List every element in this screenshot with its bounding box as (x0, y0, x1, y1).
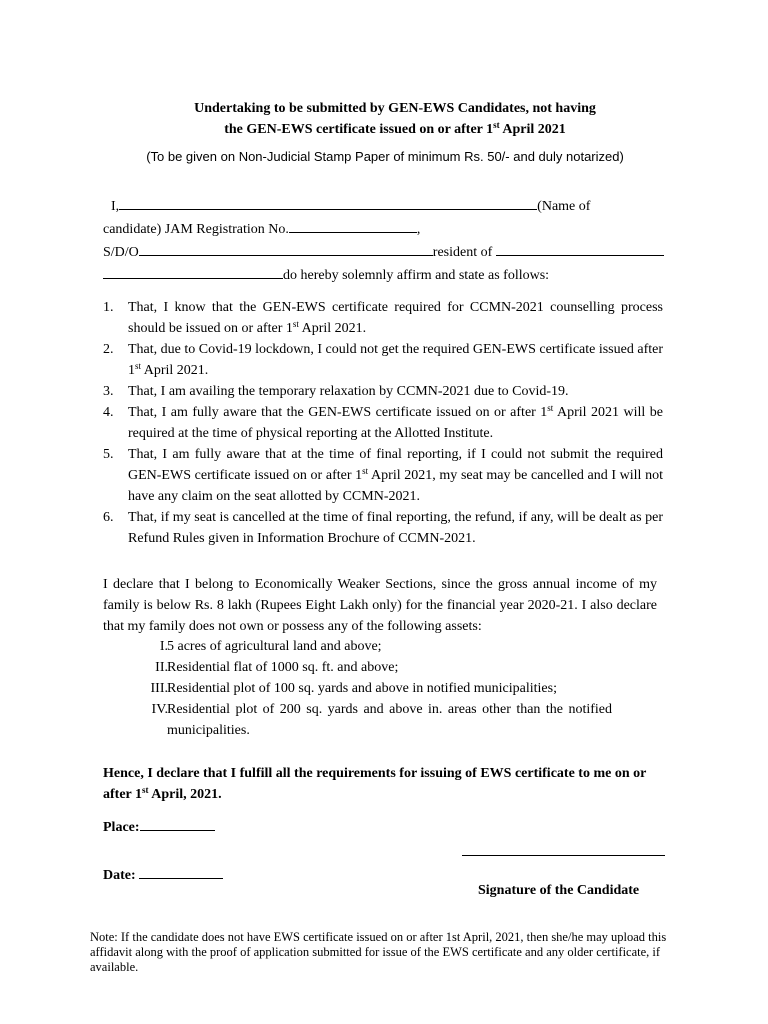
subtitle: (To be given on Non-Judicial Stamp Paper of minimum Rs. 50/- and duly notarized) (146, 149, 624, 164)
point-number: 5. (103, 447, 114, 462)
date-blank[interactable] (139, 863, 223, 879)
point-number: 6. (103, 510, 114, 525)
point-superscript: st (292, 319, 299, 329)
point-number: 2. (103, 342, 114, 357)
parent-name-blank[interactable] (139, 240, 433, 256)
asset-number: III. (150, 681, 168, 696)
point-text: That, I know that the GEN-EWS certificate required for CCMN-2021 counselling process should be issued on or after 1 (128, 300, 663, 336)
point-text: That, I am fully aware that at the time of final reporting, if I could not submit the required GEN-EWS certificate issued on or after 1 (128, 447, 663, 483)
assets-list (142, 636, 612, 741)
point-item (103, 339, 663, 381)
point-number: 4. (103, 405, 114, 420)
point-text: That, I am availing the temporary relaxation by CCMN-2021 due to Covid-19. (128, 384, 569, 399)
point-text: That, if my seat is cancelled at the time of final reporting, the refund, if any, will be dealt as per Refund Rules given in Information Brochure of CCMN-2021. (128, 510, 663, 546)
asset-text: Residential plot of 100 sq. yards and above in notified municipalities; (167, 681, 557, 696)
signature-line[interactable] (462, 855, 665, 856)
place-blank[interactable] (140, 815, 215, 831)
form-line-1: I, (Name of (103, 194, 683, 217)
point-text-continued: April 2021. (141, 363, 209, 378)
undertaking-points (103, 297, 663, 549)
title-line-2: the GEN-EWS certificate issued on or after 1st April 2021 (224, 120, 566, 137)
signature-label: Signature of the Candidate (478, 883, 640, 898)
asset-item (142, 678, 612, 699)
asset-text: 5 acres of agricultural land and above; (167, 639, 382, 654)
point-item (103, 507, 663, 549)
candidate-details-form (103, 194, 683, 286)
form-line-2: candidate) JAM Registration No. , (103, 217, 683, 240)
point-superscript: st (547, 403, 554, 413)
point-superscript: st (362, 466, 369, 476)
date-field: Date: (103, 863, 223, 886)
title-line-1: Undertaking to be submitted by GEN-EWS Candidates, not having (194, 101, 596, 116)
point-text-continued: April 2021 will be required at the time of physical reporting at the Allotted Institute. (128, 405, 663, 441)
place-field: Place: (103, 815, 215, 838)
asset-number: II. (155, 660, 168, 675)
asset-number: I. (159, 639, 168, 654)
point-item (103, 444, 663, 507)
point-text: That, I am fully aware that the GEN-EWS certificate issued on or after 1 (128, 405, 548, 420)
point-item (103, 402, 663, 444)
point-item (103, 297, 663, 339)
residence-blank-1[interactable] (496, 240, 664, 256)
point-number: 3. (103, 384, 114, 399)
declaration-paragraph: I declare that I belong to Economically Weaker Sections, since the gross annual income of my family is below Rs. 8 lakh (Rupees Eight Lakh only) for the financial year 2020-21. I also declare that my family does not own or possess any of the following assets: (103, 577, 657, 634)
form-line-3: S/D/O resident of (103, 240, 683, 263)
document-title (95, 98, 695, 140)
form-line-4: do hereby solemnly affirm and state as follows: (103, 263, 683, 286)
jam-registration-blank[interactable] (289, 217, 417, 233)
point-text-continued: April 2021. (298, 321, 367, 336)
asset-item (142, 699, 612, 741)
residence-blank-2[interactable] (103, 263, 283, 279)
name-blank[interactable] (119, 194, 537, 210)
conclusion-statement: Hence, I declare that I fulfill all the requirements for issuing of EWS certificate to me on or after 1st April, 2021. (103, 766, 647, 802)
point-superscript: st (135, 361, 142, 371)
asset-text: Residential flat of 1000 sq. ft. and above; (167, 660, 399, 675)
point-text-continued: April 2021, my seat may be cancelled and I will not have any claim on the seat allotted by CCMN-2021. (128, 468, 663, 504)
point-text: That, due to Covid-19 lockdown, I could not get the required GEN-EWS certificate issued after 1 (128, 342, 663, 378)
point-number: 1. (103, 300, 114, 315)
footnote: Note: If the candidate does not have EWS certificate issued on or after 1st April, 2021, then she/he may upload this affidavit along with the proof of application submitted for issue of the EWS certificate and any older certificate, if available. (90, 930, 667, 974)
asset-number: IV. (151, 702, 168, 717)
point-item (103, 381, 663, 402)
asset-item (142, 657, 612, 678)
asset-item (142, 636, 612, 657)
asset-text: Residential plot of 200 sq. yards and above in. areas other than the notified municipalities. (167, 702, 612, 738)
